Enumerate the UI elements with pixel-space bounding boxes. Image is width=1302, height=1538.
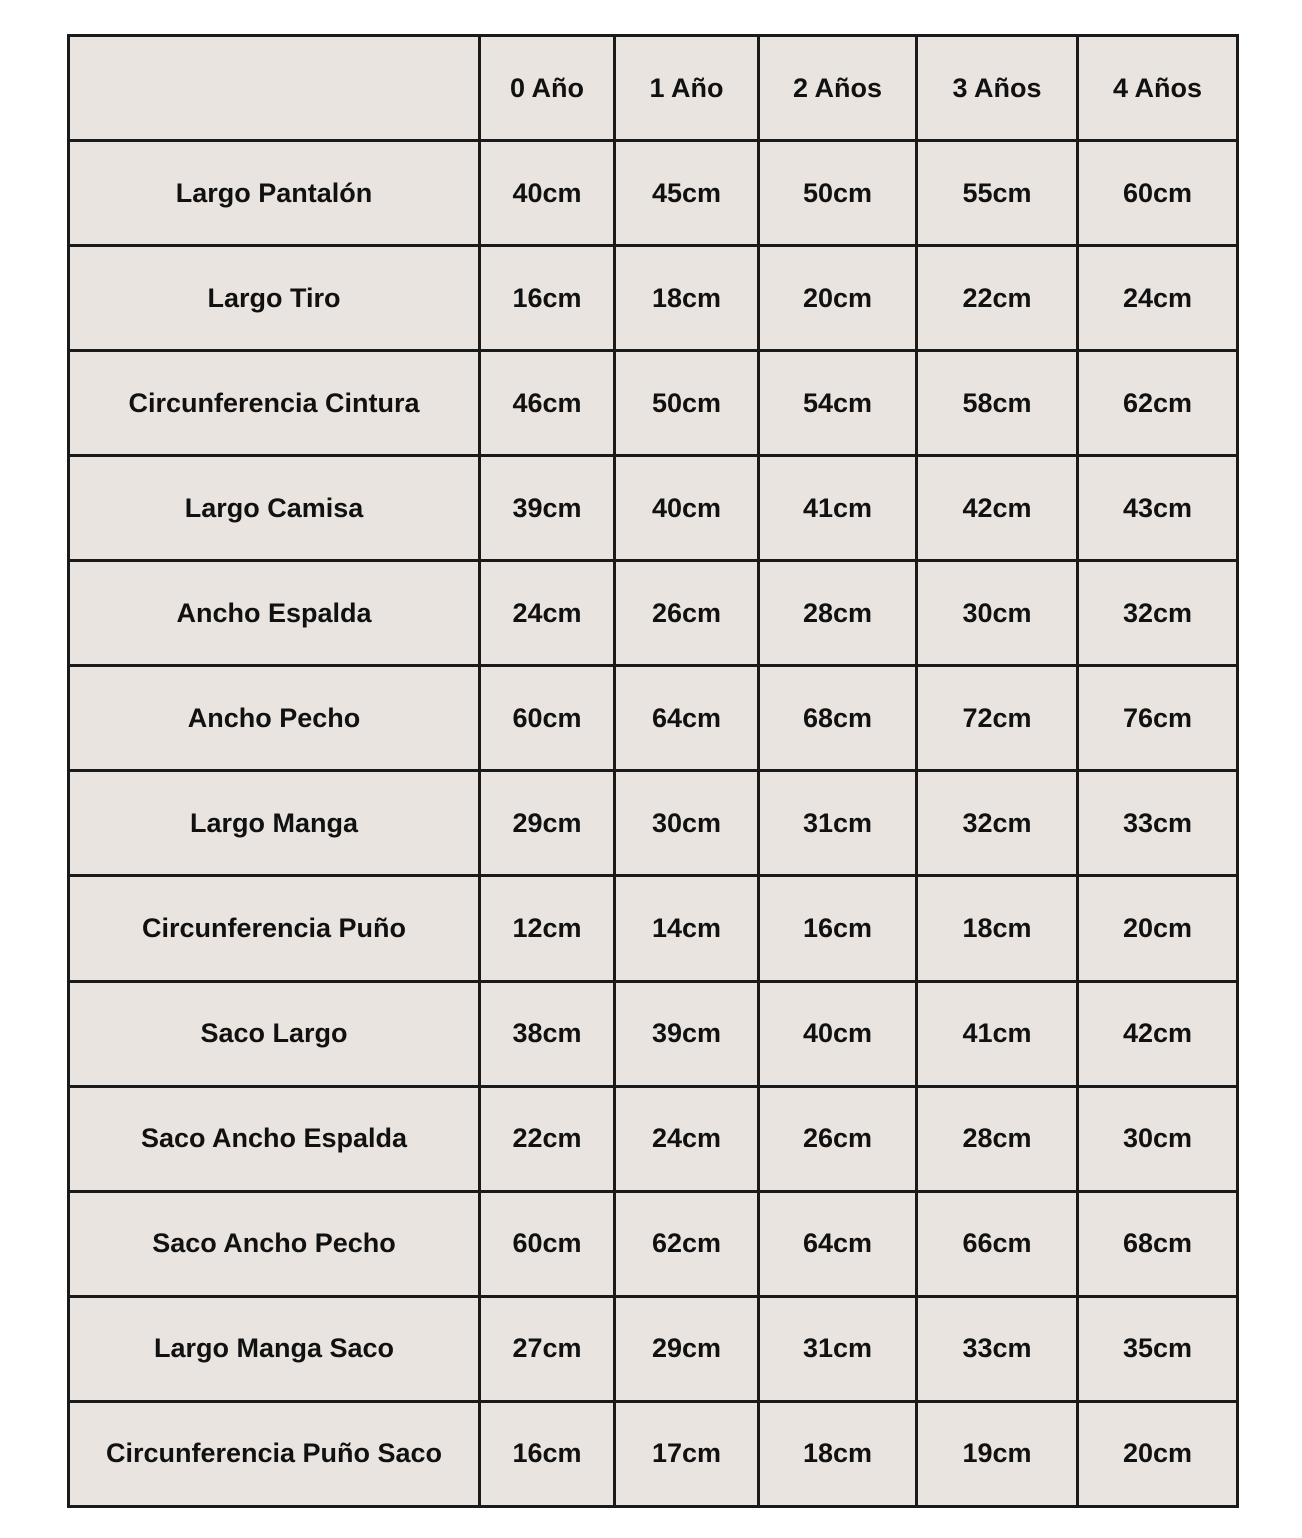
measurement-cell: 20cm	[1078, 876, 1238, 981]
row-label: Saco Largo	[69, 981, 480, 1086]
measurement-cell: 43cm	[1078, 456, 1238, 561]
measurement-cell: 39cm	[615, 981, 759, 1086]
measurement-cell: 40cm	[759, 981, 917, 1086]
row-label: Largo Manga	[69, 771, 480, 876]
measurement-cell: 50cm	[759, 141, 917, 246]
measurement-cell: 22cm	[917, 246, 1078, 351]
measurement-cell: 18cm	[759, 1401, 917, 1506]
column-header: 4 Años	[1078, 36, 1238, 141]
measurement-cell: 46cm	[480, 351, 615, 456]
table-row	[69, 876, 1238, 981]
row-label: Ancho Pecho	[69, 666, 480, 771]
measurement-cell: 40cm	[480, 141, 615, 246]
size-chart-table	[67, 34, 1239, 1508]
measurement-cell: 42cm	[1078, 981, 1238, 1086]
measurement-cell: 16cm	[759, 876, 917, 981]
measurement-cell: 62cm	[615, 1191, 759, 1296]
header-row	[69, 36, 1238, 141]
table-row	[69, 141, 1238, 246]
measurement-cell: 68cm	[1078, 1191, 1238, 1296]
measurement-cell: 17cm	[615, 1401, 759, 1506]
row-label: Ancho Espalda	[69, 561, 480, 666]
measurement-cell: 66cm	[917, 1191, 1078, 1296]
measurement-cell: 41cm	[759, 456, 917, 561]
measurement-cell: 24cm	[615, 1086, 759, 1191]
row-label: Saco Ancho Espalda	[69, 1086, 480, 1191]
measurement-cell: 30cm	[1078, 1086, 1238, 1191]
measurement-cell: 50cm	[615, 351, 759, 456]
table-row	[69, 771, 1238, 876]
table-row	[69, 666, 1238, 771]
column-header: 2 Años	[759, 36, 917, 141]
measurement-cell: 32cm	[917, 771, 1078, 876]
row-label: Saco Ancho Pecho	[69, 1191, 480, 1296]
column-header: 0 Año	[480, 36, 615, 141]
measurement-cell: 64cm	[615, 666, 759, 771]
measurement-cell: 14cm	[615, 876, 759, 981]
measurement-cell: 24cm	[1078, 246, 1238, 351]
measurement-cell: 31cm	[759, 771, 917, 876]
measurement-cell: 12cm	[480, 876, 615, 981]
measurement-cell: 30cm	[615, 771, 759, 876]
row-label: Largo Camisa	[69, 456, 480, 561]
corner-cell	[69, 36, 480, 141]
measurement-cell: 64cm	[759, 1191, 917, 1296]
column-header: 1 Año	[615, 36, 759, 141]
table-row	[69, 1086, 1238, 1191]
measurement-cell: 30cm	[917, 561, 1078, 666]
measurement-cell: 20cm	[759, 246, 917, 351]
row-label: Largo Manga Saco	[69, 1296, 480, 1401]
measurement-cell: 26cm	[759, 1086, 917, 1191]
table-row	[69, 456, 1238, 561]
measurement-cell: 68cm	[759, 666, 917, 771]
measurement-cell: 20cm	[1078, 1401, 1238, 1506]
measurement-cell: 28cm	[917, 1086, 1078, 1191]
measurement-cell: 39cm	[480, 456, 615, 561]
table-row	[69, 1296, 1238, 1401]
measurement-cell: 60cm	[480, 1191, 615, 1296]
measurement-cell: 26cm	[615, 561, 759, 666]
measurement-cell: 33cm	[1078, 771, 1238, 876]
table-row	[69, 1401, 1238, 1506]
measurement-cell: 60cm	[480, 666, 615, 771]
measurement-cell: 31cm	[759, 1296, 917, 1401]
measurement-cell: 41cm	[917, 981, 1078, 1086]
measurement-cell: 55cm	[917, 141, 1078, 246]
measurement-cell: 38cm	[480, 981, 615, 1086]
measurement-cell: 22cm	[480, 1086, 615, 1191]
measurement-cell: 76cm	[1078, 666, 1238, 771]
measurement-cell: 58cm	[917, 351, 1078, 456]
measurement-cell: 16cm	[480, 246, 615, 351]
table-row	[69, 561, 1238, 666]
row-label: Largo Tiro	[69, 246, 480, 351]
table-row	[69, 981, 1238, 1086]
row-label: Circunferencia Puño Saco	[69, 1401, 480, 1506]
measurement-cell: 28cm	[759, 561, 917, 666]
table-row	[69, 351, 1238, 456]
measurement-cell: 32cm	[1078, 561, 1238, 666]
measurement-cell: 29cm	[480, 771, 615, 876]
column-header: 3 Años	[917, 36, 1078, 141]
measurement-cell: 72cm	[917, 666, 1078, 771]
measurement-cell: 35cm	[1078, 1296, 1238, 1401]
row-label: Largo Pantalón	[69, 141, 480, 246]
measurement-cell: 27cm	[480, 1296, 615, 1401]
measurement-cell: 18cm	[615, 246, 759, 351]
measurement-cell: 18cm	[917, 876, 1078, 981]
row-label: Circunferencia Cintura	[69, 351, 480, 456]
row-label: Circunferencia Puño	[69, 876, 480, 981]
measurement-cell: 40cm	[615, 456, 759, 561]
measurement-cell: 24cm	[480, 561, 615, 666]
table-row	[69, 246, 1238, 351]
measurement-cell: 16cm	[480, 1401, 615, 1506]
table-body	[69, 141, 1238, 1507]
measurement-cell: 33cm	[917, 1296, 1078, 1401]
measurement-cell: 45cm	[615, 141, 759, 246]
measurement-cell: 54cm	[759, 351, 917, 456]
table-row	[69, 1191, 1238, 1296]
measurement-cell: 29cm	[615, 1296, 759, 1401]
measurement-cell: 42cm	[917, 456, 1078, 561]
measurement-cell: 19cm	[917, 1401, 1078, 1506]
measurement-cell: 62cm	[1078, 351, 1238, 456]
measurement-cell: 60cm	[1078, 141, 1238, 246]
